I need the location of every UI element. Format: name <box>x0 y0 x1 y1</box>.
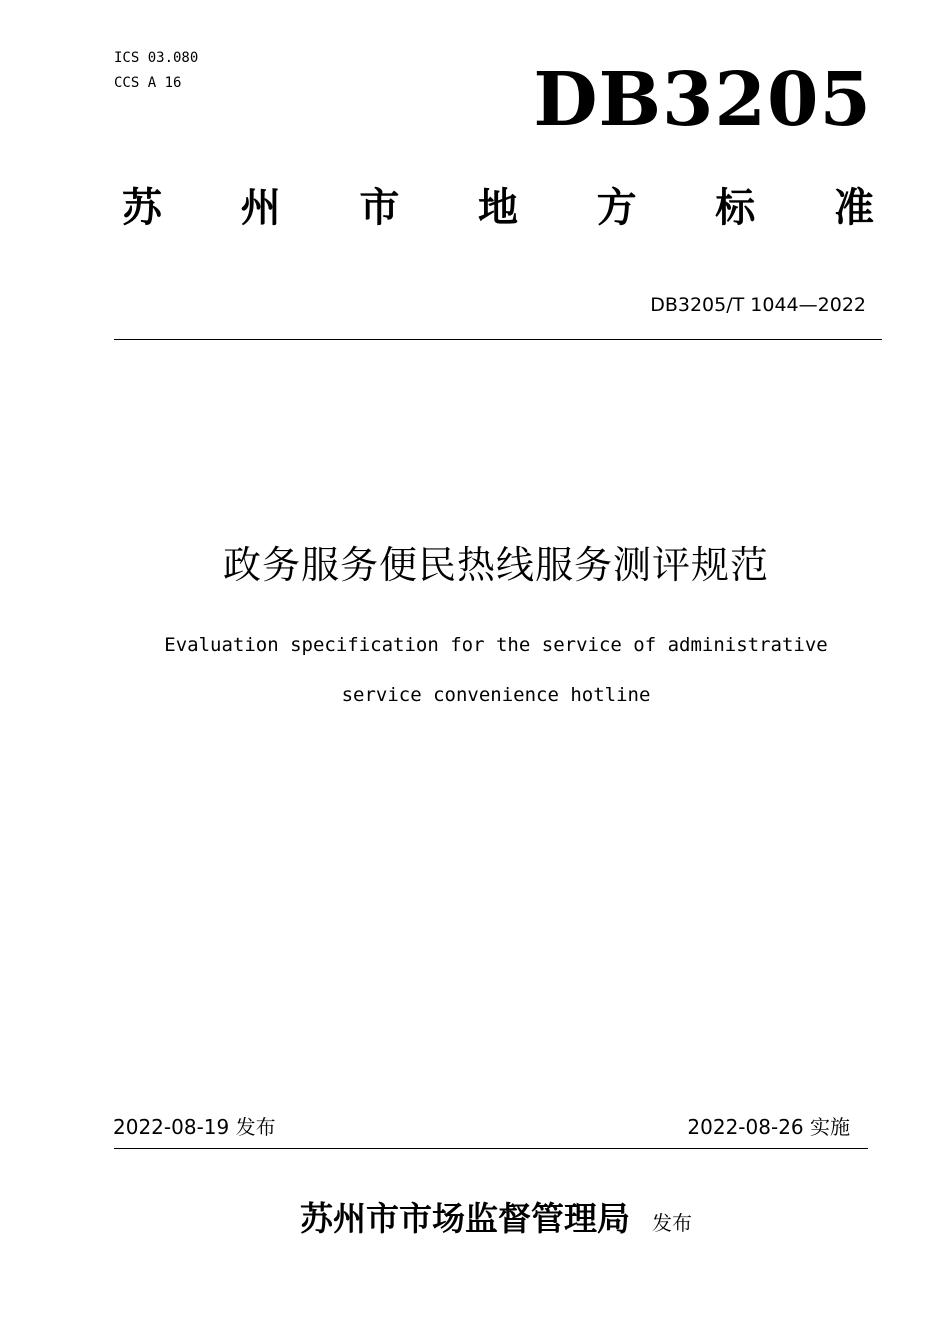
ics-code: ICS 03.080 <box>114 50 199 66</box>
standard-type-char: 标 <box>715 184 756 231</box>
standard-type-char: 州 <box>240 184 281 231</box>
standard-type-char: 市 <box>359 184 400 231</box>
standard-number: DB3205/T 1044—2022 <box>650 294 866 316</box>
document-title-english-line-2: service convenience hotline <box>341 684 651 706</box>
standard-type-char: 方 <box>596 184 637 231</box>
standard-type-heading <box>122 180 874 236</box>
document-title-chinese: 政务服务便民热线服务测评规范 <box>222 543 769 587</box>
issuer-line <box>0 1196 950 1242</box>
standard-code-logo: DB3205 <box>533 57 872 143</box>
bottom-divider <box>114 1148 868 1149</box>
issue-date: 2022-08-19 发布 <box>113 1115 276 1139</box>
top-divider <box>114 339 882 340</box>
standard-type-char: 地 <box>477 184 518 231</box>
document-title-english-line-1: Evaluation specification for the service of administrative <box>164 634 828 656</box>
standard-type-char: 准 <box>833 184 874 231</box>
issuer-issue-word: 发布 <box>652 1211 692 1235</box>
issuer-name: 苏州市市场监督管理局 <box>300 1199 630 1238</box>
implementation-date: 2022-08-26 实施 <box>687 1115 850 1139</box>
ccs-code: CCS A 16 <box>114 75 182 91</box>
standard-type-char: 苏 <box>122 184 162 231</box>
